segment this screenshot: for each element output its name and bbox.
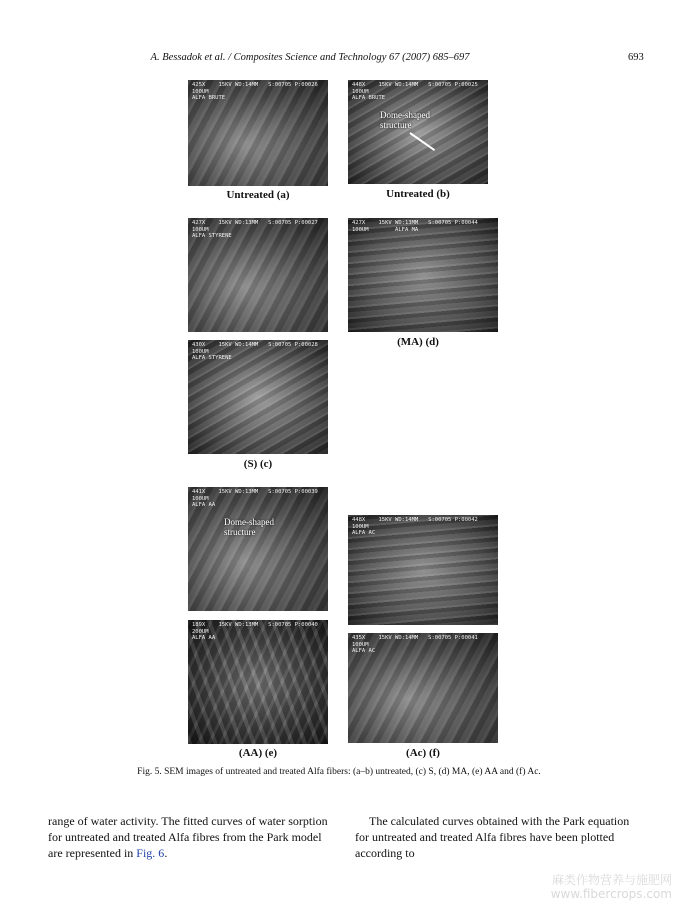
sem-image-styrene-2 xyxy=(188,340,328,454)
site-watermark xyxy=(551,873,672,901)
body-line xyxy=(48,845,336,861)
sem-image-aa-2 xyxy=(188,620,328,744)
dome-shaped-structure-annotation: Dome-shaped structure xyxy=(380,110,430,130)
sem-label-ac-f: (Ac) (f) xyxy=(406,747,440,759)
sem-image-aa-1 xyxy=(188,487,328,611)
sem-image-ac-1 xyxy=(348,515,498,625)
figure-6-link[interactable]: Fig. 6 xyxy=(136,846,165,861)
sem-label-untreated-b: Untreated (b) xyxy=(386,188,450,200)
body-line: range of water activity. The fitted curves of water sorption xyxy=(48,814,328,828)
sem-label-s-c: (S) (c) xyxy=(243,458,273,470)
body-line: for untreated and treated Alfa fibres from the Park model xyxy=(48,830,322,845)
sem-image-ac-2 xyxy=(348,633,498,743)
sem-label-ma-d: (MA) (d) xyxy=(397,336,439,348)
sem-image-styrene-1 xyxy=(188,218,328,332)
sem-image-info: 435X 15KV WD:14MM S:00705 P:00041 100UM ALFA AC xyxy=(352,635,478,654)
body-text-left-column xyxy=(48,813,336,862)
figure-caption: Fig. 5. SEM images of untreated and treated Alfa fibers: (a–b) untreated, (c) S, (d) MA, (e) AA and (f) Ac. xyxy=(137,767,541,777)
sem-label-untreated-a: Untreated (a) xyxy=(226,189,290,201)
body-line: The calculated curves obtained with the Park equation xyxy=(369,814,630,828)
sem-image-info: 427X 15KV WD:13MM S:00705 P:00027 100UM ALFA STYRENE xyxy=(192,220,318,239)
sem-image-info: 425X 15KV WD:14MM S:00705 P:00026 100UM ALFA BRUTE xyxy=(192,82,318,101)
running-header-citation: A. Bessadok et al. / Composites Science and Technology 67 (2007) 685–697 xyxy=(150,52,470,63)
sem-image-info: 427X 15KV WD:13MM S:00705 P:00044 100UM ALFA MA xyxy=(352,220,478,233)
body-line: according to xyxy=(355,846,415,861)
body-line-text: are represented in xyxy=(48,846,137,861)
page-number: 693 xyxy=(628,52,644,63)
sem-label-aa-e: (AA) (e) xyxy=(238,747,278,759)
sem-image-info: 430X 15KV WD:14MM S:00705 P:00028 100UM ALFA STYRENE xyxy=(192,342,318,361)
sem-image-untreated-b xyxy=(348,80,488,184)
sem-image-untreated-a xyxy=(188,80,328,186)
sem-image-info: 189X 15KV WD:13MM S:00705 P:00040 200UM ALFA AA xyxy=(192,622,318,641)
arrow-icon xyxy=(409,132,435,151)
sem-image-info: 448X 15KV WD:14MM S:00705 P:00025 100UM ALFA BRUTE xyxy=(352,82,478,101)
body-text-right-column xyxy=(355,813,641,862)
body-line-text: . xyxy=(164,846,168,861)
watermark-url: www.fibercrops.com xyxy=(550,887,672,901)
watermark-line: 麻类作物营养与施肥网 xyxy=(551,873,672,887)
sem-image-info: 448X 15KV WD:14MM S:00705 P:00042 100UM ALFA AC xyxy=(352,517,478,536)
dome-shaped-structure-annotation: Dome-shaped structure xyxy=(224,517,274,537)
sem-image-info: 441X 15KV WD:13MM S:00705 P:00039 100UM ALFA AA xyxy=(192,489,318,508)
sem-image-ma-d xyxy=(348,218,498,332)
body-line: for untreated and treated Alfa fibres have been plotted xyxy=(355,830,615,845)
